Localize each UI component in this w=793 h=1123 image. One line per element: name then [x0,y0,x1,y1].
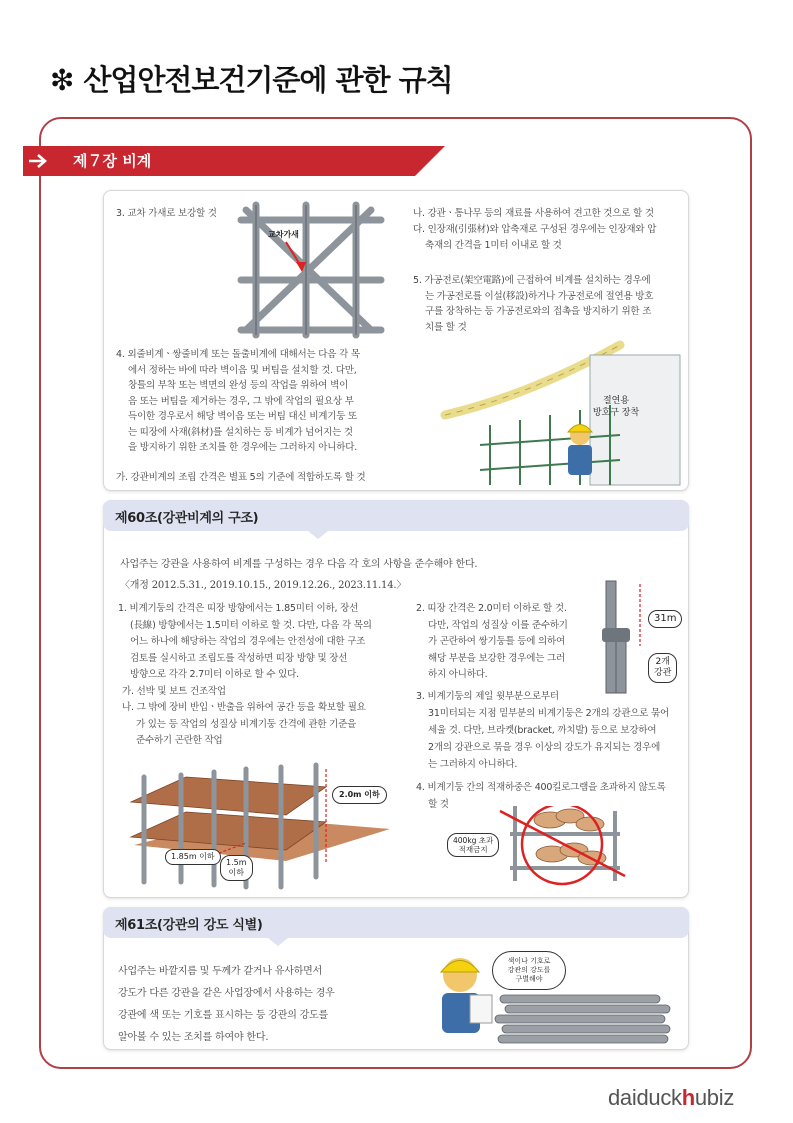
item2-line: 다만, 작업의 성질상 이를 준수하기 [428,619,568,631]
item4-line: 4. 외줄비계ㆍ쌍줄비계 또는 돌출비계에 대해서는 다음 각 목 [116,349,360,360]
item2-line: 하지 아니하다. [428,669,488,680]
item1-na-line: 나. 그 밖에 장비 반입ㆍ반출을 위하여 공간 등을 확보할 필요 [122,702,366,713]
brand-logo [608,1085,734,1111]
intro-line: 사업주는 강관을 사용하여 비계를 구성하는 경우 다음 각 호의 사항을 준수해야 한다. [120,559,478,570]
art61-line: 강관에 색 또는 기호를 표시하는 등 강관의 강도를 [118,1010,329,1021]
art61-line: 사업주는 바깥지름 및 두께가 같거나 유사하면서 [118,966,323,977]
asterisk-icon: ❇ [50,63,74,97]
item1-ga: 가. 선박 및 보트 건조작업 [122,685,226,697]
tag-2m: 2.0m 이하 [332,786,387,804]
arrow-right-icon [29,154,49,168]
heading-notch [308,531,328,539]
powerline-illustration [440,335,685,487]
revision-line: 〈개정 2012.5.31., 2019.10.15., 2019.12.26., 2023.11.14.〉 [120,580,407,591]
tag-400-line: 적재금지 [458,845,488,854]
item1-na-line: 가 있는 등 작업의 성질상 비계기둥 간격에 관한 기준을 [136,718,357,730]
item4-text [116,347,386,456]
right-na-text: 나. 강관ㆍ통나무 등의 재료를 사용하여 견고한 것으로 할 것 [413,208,654,219]
item1-line: 방향으로 각각 2.7미터 이하로 할 수 있다. [130,669,299,680]
scaffold-spacing-illustration [126,757,394,892]
brace-tag: 교차가새 [268,230,299,239]
page-title-text: 산업안전보건기준에 관한 규칙 [83,63,453,97]
article-61-heading: 제61조(강관의 강도 식별) [115,918,263,933]
art61-line: 알아볼 수 있는 조치를 하여야 한다. [118,1032,269,1043]
item4-line: 는 띠장에 사재(斜材)를 설치하는 등 비계가 넘어지는 것 [128,426,353,438]
item4-line: 을 방지하기 위한 조치를 한 경우에는 그러하지 아니하다. [128,442,358,453]
tag-15m-line: 1.5m [226,858,247,867]
item5-line: 5. 가공전로(架空電路)에 근접하여 비계를 설치하는 경우에 [413,275,651,286]
art60-item2 [416,601,616,684]
item4b-line: 할 것 [428,799,449,810]
item3-line: 는 그러하지 아니하다. [428,759,518,770]
right-da-text [413,222,683,253]
tag-31m: 31m [648,610,682,628]
speech-bubble [492,951,566,990]
item1-line: 1. 비계기둥의 간격은 띠장 방향에서는 1.85미터 이하, 장선 [118,603,359,614]
insulation-tag-line: 절연용 [602,396,630,406]
item1-na-line: 준수하기 곤란한 작업 [136,735,223,746]
item3-line: 세울 것. 다만, 브라켓(bracket, 까치발) 등으로 보강하여 [428,725,657,736]
item4-line: 에서 정하는 바에 따라 벽이음 및 버팀을 설치할 것. 다만, [128,364,357,376]
da-line: 축재의 간격을 1미터 이내로 할 것 [425,239,562,251]
tag-400kg [447,833,499,857]
item2-line: 2. 띠장 간격은 2.0미터 이하로 할 것. [416,603,567,614]
tag-185m: 1.85m 이하 [165,849,221,865]
tag-2pipes [648,653,677,683]
item1-line: 어느 하나에 해당하는 작업의 경우에는 안전성에 대한 구조 [130,636,366,647]
insulation-tag [586,395,646,419]
bubble-line: 강관의 강도를 [507,966,551,974]
bubble-line: 구별해야 [515,975,543,983]
item4-line: 득이한 경우로서 해당 벽이음 또는 버팀 대신 비계기둥 또 [128,411,358,422]
item5-line: 치를 할 것 [425,321,467,333]
chapter-label: 제７장 비계 [73,152,152,170]
tag-15m [220,855,253,881]
item4-ga-text: 가. 강관비계의 조립 간격은 별표 5의 기준에 적합하도록 할 것 [116,472,366,483]
chapter-ribbon [23,146,445,176]
item3-line: 3. 비계기둥의 제일 윗부분으로부터 [416,691,559,702]
tag-400-line: 400kg 초과 [453,836,494,845]
logo-part: h [681,1085,695,1110]
art60-item1 [118,601,398,750]
right-item5-text [413,273,685,335]
article-61-heading-bar [103,907,689,938]
page-title [50,58,453,99]
item5-line: 는 가공전로를 이설(移設)하거나 가공전로에 절연용 방호 [425,290,654,302]
item1-line: (長線) 방향에서는 1.5미터 이하로 할 것. 다만, 다음 각 목의 [130,619,372,631]
heading-notch [268,938,288,946]
logo-part: ubiz [694,1085,735,1110]
tag-15m-line: 이하 [228,868,244,877]
insulation-tag-line: 방호구 장착 [592,408,640,418]
da-line: 다. 인장재(引張材)와 압축재로 구성된 경우에는 인장재와 압 [413,224,657,235]
tag-2pipes-line: 2개 [655,657,670,667]
logo-part: daiduck [608,1085,682,1110]
item4b-line: 4. 비계기둥 간의 적재하중은 400킬로그램을 초과하지 않도록 [416,782,666,793]
art60-item3 [416,688,688,773]
cross-brace-illustration [236,200,386,340]
item3-text: 3. 교차 가새로 보강할 것 [116,208,217,219]
item1-line: 검토를 실시하고 조립도를 작성하면 띠장 방향 및 장선 [130,652,348,664]
item2-line: 해당 부분을 보강한 경우에는 그러 [428,652,565,664]
article-61-body [118,961,408,1049]
tag-2pipes-line: 강관 [654,668,672,678]
item4-line: 창틀의 부착 또는 벽면의 완성 등의 작업을 위하여 벽이 [128,380,349,391]
item2-line: 가 곤란하여 쌍기둥틀 등에 의하여 [428,636,565,647]
item4-line: 음 또는 버팀을 제거하는 경우, 그 밖에 작업의 필요상 부 [128,395,354,407]
bubble-line: 색이나 기호로 [507,957,551,965]
art61-line: 강도가 다른 강관을 같은 사업장에서 사용하는 경우 [118,988,335,999]
item3-line: 2개의 강관으로 묶을 경우 이상의 강도가 유지되는 경우에 [428,742,661,753]
item3-line: 31미터되는 지점 밑부분의 비계기둥은 2개의 강관으로 묶어 [428,708,669,719]
article-60-heading: 제60조(강관비계의 구조) [115,511,259,526]
item5-line: 구를 장착하는 등 가공전로와의 접촉을 방지하기 위한 조 [425,306,652,317]
article-60-heading-bar [103,500,689,531]
